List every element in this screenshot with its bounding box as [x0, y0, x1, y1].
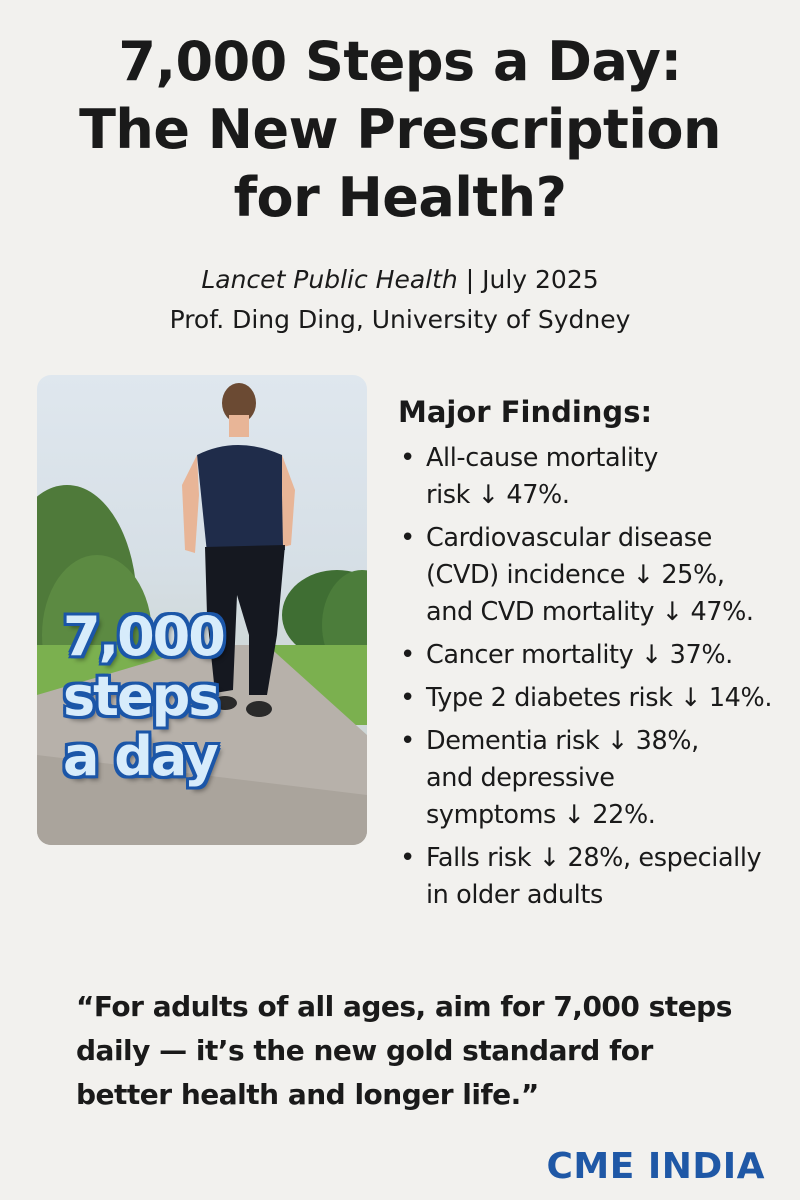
title-line-1: 7,000 Steps a Day:: [118, 30, 682, 93]
author-line: Prof. Ding Ding, University of Sydney: [169, 305, 631, 334]
finding-text: • Dementia risk ↓ 38%,: [426, 726, 699, 756]
finding-text: • Cancer mortality ↓ 37%.: [426, 640, 733, 670]
findings-panel: [398, 390, 798, 920]
journal-line: [0, 260, 800, 300]
finding-text: and depressive: [426, 763, 615, 793]
finding-text: • Falls risk ↓ 28%, especially: [426, 843, 762, 873]
quote-line-1: “For adults of all ages, aim for 7,000 steps: [76, 990, 732, 1023]
finding-item-falls: [398, 840, 798, 914]
finding-text: and CVD mortality ↓ 47%.: [426, 597, 754, 627]
finding-item-cvd: [398, 520, 798, 631]
overlay-line-1: 7,000: [63, 605, 224, 668]
finding-item-cancer: [398, 637, 798, 674]
finding-item-mortality: [398, 440, 798, 514]
walking-person-photo: [37, 375, 367, 845]
title-line-2: The New Prescription: [79, 98, 721, 161]
steps-overlay-text: [63, 607, 273, 787]
journal-name: Lancet Public Health: [201, 265, 458, 294]
finding-text: in older adults: [426, 880, 603, 910]
source-separator: |: [457, 265, 483, 294]
overlay-line-3: a day: [63, 725, 217, 788]
finding-item-diabetes: [398, 680, 798, 717]
finding-text: (CVD) incidence ↓ 25%,: [426, 560, 725, 590]
publication-date: July 2025: [482, 265, 599, 294]
finding-text: symptoms ↓ 22%.: [426, 800, 656, 830]
findings-list: [398, 440, 798, 914]
finding-text: • Type 2 diabetes risk ↓ 14%.: [426, 683, 773, 713]
quote-line-2: daily — it’s the new gold standard for: [76, 1034, 653, 1067]
title-line-3: for Health?: [233, 166, 567, 229]
finding-text: • Cardiovascular disease: [426, 523, 712, 553]
finding-item-dementia: [398, 723, 798, 834]
quote-line-3: better health and longer life.”: [76, 1078, 539, 1111]
overlay-line-2: steps: [63, 665, 219, 728]
page-title: [0, 28, 800, 232]
source-citation: [0, 260, 800, 340]
recommendation-quote: [76, 985, 776, 1117]
brand-logo-text: CME INDIA: [546, 1146, 765, 1187]
finding-text: risk ↓ 47%.: [426, 480, 570, 510]
findings-heading: Major Findings:: [398, 395, 653, 429]
finding-text: • All-cause mortality: [426, 443, 658, 473]
